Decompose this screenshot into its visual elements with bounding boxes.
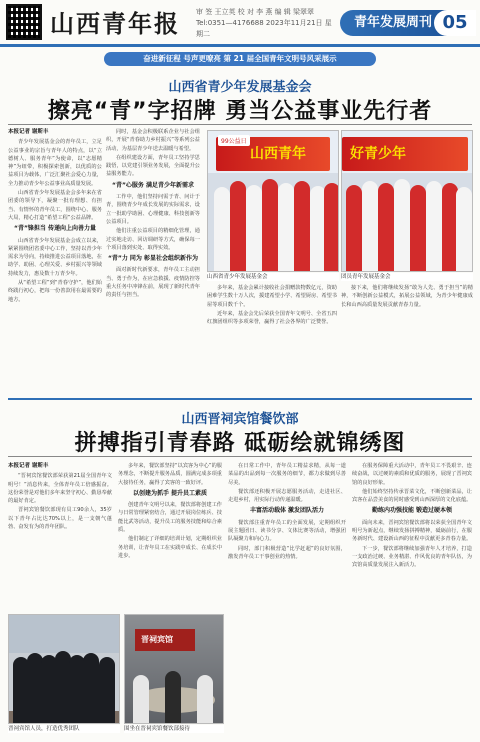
qr-code-icon xyxy=(6,4,42,40)
photo-staff-group xyxy=(8,614,120,724)
person xyxy=(426,181,442,271)
masthead xyxy=(0,0,480,46)
article2-column-2 xyxy=(118,462,222,612)
paragraph: 从“希望工程”到“青春守护”，他们始终践行初心，把每一份善款用在最需要的地方。 xyxy=(8,280,102,303)
paragraph: 他们制定了详细的培训计划，定期组织业务培训，让青年员工在实践中成长、在成长中进步。 xyxy=(118,536,222,559)
paragraph: 他们始终坚持传承晋菜文化，不断创新菜品，让宾客在品尝美食的同时感受到山西深厚的文化底蕴。 xyxy=(352,488,472,504)
person xyxy=(133,675,149,723)
paragraph: 多年来，餐饮部坚持“以宾客为中心”的服务理念，不断提升服务品质，圆满完成多项重大接待任务，赢得了宾客的一致好评。 xyxy=(118,463,222,486)
article2-column-1 xyxy=(8,462,112,612)
person xyxy=(410,185,426,271)
paragraph: 下一步，餐饮部将继续加强青年人才培养，打造一支政治过硬、业务精湛、作风优良的青年队伍，为宾馆高质量发展注入新活力。 xyxy=(352,545,472,569)
photo-team-1 xyxy=(207,130,339,272)
paragraph: 工作中，他们坚持问需于青、问计于青，围绕青少年成长发展的实际需求，设立一批助学助困、心理健康、科技创新等公益项目。 xyxy=(106,194,200,225)
person xyxy=(324,183,339,271)
divider xyxy=(8,456,472,457)
paragraph: 面向未来，晋祠宾馆餐饮部将以荣获全国青年文明号为新起点，继续发扬拼搏精神，砥砺前行，在服务新时代、建设新山西的征程中贡献更多青春力量。 xyxy=(352,519,472,543)
paragraph: 在组织建设方面，青年员工坚持学思践悟，以党建引领业务发展，全面提升公益服务能力。 xyxy=(106,154,200,178)
photo-caption-3: 晋祠宾馆人员，打造优秀团队 xyxy=(8,725,120,733)
backdrop xyxy=(9,615,119,653)
paragraph: 在服务保障重大活动中，青年员工不畏艰辛、连续奋战，以过硬的素质和优质的服务，展现了晋祠宾馆的良好形象。 xyxy=(352,463,472,486)
paragraph: 在日常工作中，青年员工精益求精，从每一道菜品的出品到每一次服务的细节，都力求做到尽善尽美。 xyxy=(228,463,346,486)
paragraph: 山西省青少年发展基金会成立以来，紧紧围绕团省委中心工作，坚持以青少年需求为导向，持续推进公益项目落地，在助学、助困、心理关爱、乡村振兴等领域持续发力，惠及数十万青少年。 xyxy=(8,237,102,277)
photo-caption-2: 团员青年发展基金会 xyxy=(341,273,473,281)
paragraph: 餐饮部还积极开展志愿服务活动，走进社区、走进乡村，用实际行动传递温暖。 xyxy=(228,488,346,504)
photo-badge: 99公益日 xyxy=(218,135,250,146)
backdrop-text: 山西青年 xyxy=(250,146,306,162)
person xyxy=(278,183,294,271)
article1-column-3b xyxy=(341,284,473,392)
divider xyxy=(8,124,472,125)
article1-kicker: 山西省青少年发展基金会 xyxy=(168,80,312,95)
person xyxy=(165,671,181,723)
person xyxy=(197,675,213,723)
person xyxy=(456,187,472,271)
section-title: 青年发展周刊 xyxy=(340,10,476,36)
person xyxy=(99,657,115,723)
masthead-rule xyxy=(0,44,480,47)
person xyxy=(230,181,246,271)
person xyxy=(378,183,394,271)
paragraph: 他们注重公益项目的精细化管理，通过实地走访、回访调研等方式，确保每一个项目落到实处、取得实效。 xyxy=(106,228,200,251)
sign-text: 晋祠宾馆 xyxy=(141,635,173,644)
person xyxy=(362,181,378,271)
article1-subhead-2: “青”心服务 满足青少年新需求 xyxy=(112,181,194,189)
article2-kicker: 山西晋祠宾馆餐饮部 xyxy=(181,412,299,427)
article2-column-3 xyxy=(228,462,346,730)
photo-caption-1: 山西省青少年发展基金会 xyxy=(207,273,339,281)
photo-team-2 xyxy=(341,130,473,272)
photo-dining-service xyxy=(124,614,224,724)
section-divider xyxy=(8,398,472,400)
restaurant-sign xyxy=(135,629,195,651)
photo-caption-4: 围坐在晋祠宾馆餐饮部接待 xyxy=(124,725,224,733)
person xyxy=(262,179,278,271)
paragraph: 餐饮部注重青年员工的全面发展，定期组织开展主题团日、读书分享、文体比赛等活动，增强团队凝聚力和向心力。 xyxy=(228,519,346,543)
edition-meta: 审 签 王立英 校 对 李 燕 编 辑 梁翠翠 Tel:0351—4176688 2023年11月21日 星期二 xyxy=(196,8,332,38)
paragraph: 面对新时代新要求，青年员工主动担当、勇于作为，在应急救援、疫情防控等重大任务中冲锋在前，展现了新时代青年的责任与担当。 xyxy=(106,267,200,299)
person xyxy=(214,187,230,271)
article2-subhead-1: 以创建为抓手 提升员工素质 xyxy=(132,489,208,497)
article2-headline: 拼搏指引青春路 砥砺绘就锦绣图 xyxy=(74,431,406,456)
paragraph: 创建青年文明号以来，餐饮部将创建工作与日常管理紧密结合，通过开展岗位练兵、技能比武等活动，提升员工的服务技能和综合素质。 xyxy=(118,502,222,534)
paragraph: 接下来，他们将继续发扬“敢为人先、勇于担当”的精神，不断创新公益模式，拓展公益领域，为青少年健康成长和山西高质量发展贡献青春力量。 xyxy=(341,285,473,308)
paragraph: “晋祠宾馆餐饮部荣获第21届全国青年文明号！”消息传来，全体青年员工倍感振奋。这份荣誉是对他们多年来坚守初心、勤恳奉献的最好肯定。 xyxy=(8,473,112,505)
article1-subhead-3: “青”力 同为 彰显社会组织新作为 xyxy=(107,255,199,263)
newspaper-logo: 山西青年报 xyxy=(50,9,180,38)
series-banner: 奋进新征程 号声更嘹亮 第 21 届全国青年文明号风采展示 xyxy=(104,52,376,66)
paragraph: 同时，部门积极营造“比学赶超”的良好氛围，激发青年员工干事创业的热情。 xyxy=(228,545,346,560)
article1-column-2 xyxy=(106,128,200,392)
paragraph: 同时，基金会积极联系企业与社会组织，开展“青春助力乡村振兴”等系列公益活动，为基层青少年送去温暖与希望。 xyxy=(106,129,200,152)
paragraph: 近年来，基金会先后荣获全国青年文明号、全省五四红旗团组织等多项荣誉，赢得了社会各界的广泛赞誉。 xyxy=(207,310,337,326)
person xyxy=(294,181,310,271)
article2-byline: 本报记者 谢斯丰 xyxy=(8,463,49,469)
article1-column-3a xyxy=(207,284,337,392)
paragraph: 多年来，基金会累计接收社会捐赠款物数亿元，资助困难学生数十万人次，援建希望小学、希望厨房、希望书屋等项目数千个。 xyxy=(207,285,337,308)
person xyxy=(394,179,410,271)
person xyxy=(346,185,362,271)
paragraph: 山西省青少年发展基金会多年来在省团委的领导下，凝聚一批有理想、有担当、有情怀的青年员工，围绕中心、服务大局，精心打造“希望工程”公益品牌。 xyxy=(8,190,102,221)
paragraph: 青少年发展基金会的青年员工，立足公益事业的宗旨与青年人的特点，以“立德树人、服务青年”为使命，以“志愿精神”为纽带，积极探索创新，以优质的公益项目为载体，广泛汇聚社会爱心力量，全力推动青少年公益事业高质量发展。 xyxy=(8,139,102,187)
article1-subhead-1: “青”锋担当 传递向上向善力量 xyxy=(14,225,96,233)
page-number: 05 xyxy=(434,10,476,36)
article2-subhead-3: 勤练内功强技能 锻造过硬本领 xyxy=(371,507,453,515)
article1-headline: 擦亮“青”字招牌 勇当公益事业先行者 xyxy=(47,99,433,124)
article2-column-4 xyxy=(352,462,472,730)
backdrop-text: 好青少年 xyxy=(350,146,406,162)
paragraph: 晋祠宾馆餐饮部现有员工90余人，35岁以下青年占比达70%以上，是一支朝气蓬勃、奋发有为的青年团队。 xyxy=(8,507,112,531)
person xyxy=(246,185,262,271)
article1-byline: 本报记者 谢斯丰 xyxy=(8,129,49,135)
article1-column-1 xyxy=(8,128,102,392)
person xyxy=(83,653,99,723)
event-backdrop xyxy=(342,137,468,171)
article2-subhead-2: 丰富活动载体 激发团队活力 xyxy=(249,507,325,515)
